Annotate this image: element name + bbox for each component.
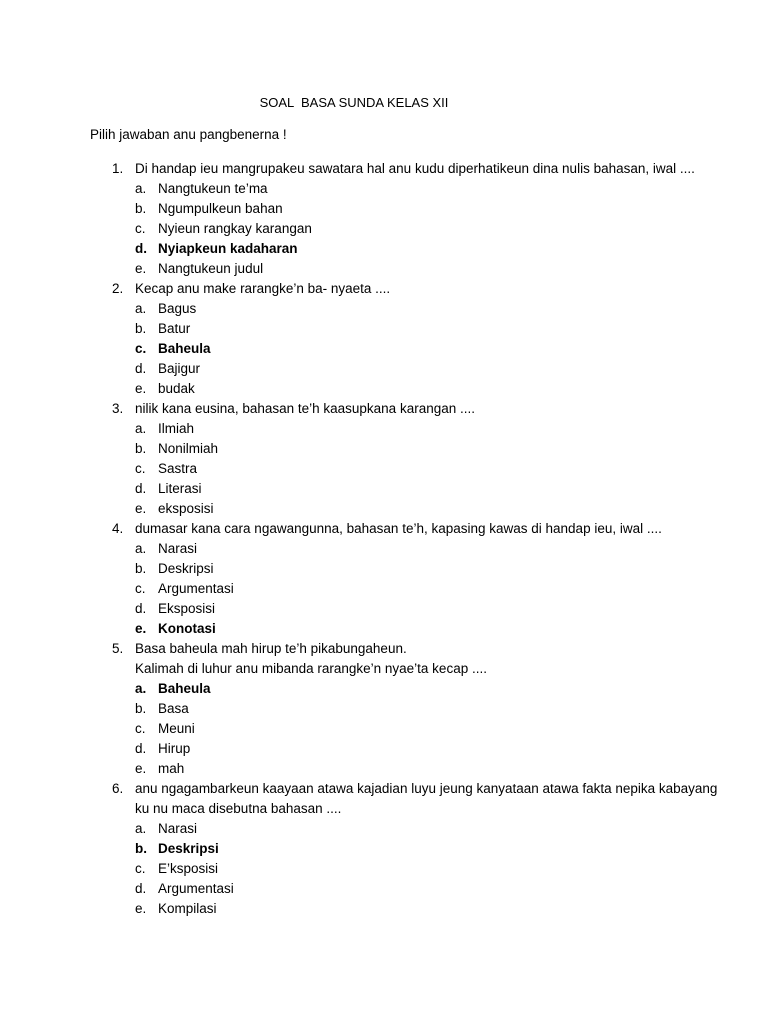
question-number: 5. bbox=[112, 641, 124, 656]
option-text: Ilmiah bbox=[158, 421, 195, 436]
option-text: Nyiapkeun kadaharan bbox=[158, 241, 298, 256]
option-text: Batur bbox=[158, 321, 191, 336]
option-text: Deskripsi bbox=[158, 841, 219, 856]
option-text: Deskripsi bbox=[158, 561, 214, 576]
question-item bbox=[0, 519, 768, 639]
answer-option bbox=[0, 579, 768, 599]
question-item bbox=[0, 779, 768, 919]
option-text: Sastra bbox=[158, 461, 198, 476]
option-text: E’ksposisi bbox=[158, 861, 219, 876]
answer-option-correct bbox=[0, 339, 768, 359]
option-list bbox=[0, 819, 768, 919]
question-line bbox=[0, 279, 768, 299]
answer-option bbox=[0, 479, 768, 499]
option-list bbox=[0, 299, 768, 399]
option-label: b. bbox=[135, 701, 147, 716]
option-text: Bajigur bbox=[158, 361, 201, 376]
option-label: a. bbox=[135, 541, 147, 556]
option-label: c. bbox=[135, 581, 146, 596]
option-label: d. bbox=[135, 601, 147, 616]
option-label: e. bbox=[135, 621, 147, 636]
answer-option bbox=[0, 819, 768, 839]
option-label: a. bbox=[135, 681, 147, 696]
option-label: c. bbox=[135, 221, 146, 236]
option-text: Konotasi bbox=[158, 621, 216, 636]
option-text: Literasi bbox=[158, 481, 202, 496]
option-text: Kompilasi bbox=[158, 901, 217, 916]
question-line bbox=[0, 659, 768, 679]
answer-option bbox=[0, 539, 768, 559]
option-label: c. bbox=[135, 861, 146, 876]
question-number: 1. bbox=[112, 161, 124, 176]
answer-option-correct bbox=[0, 239, 768, 259]
question-item bbox=[0, 639, 768, 779]
option-label: e. bbox=[135, 381, 147, 396]
answer-option bbox=[0, 739, 768, 759]
answer-option bbox=[0, 559, 768, 579]
option-list bbox=[0, 679, 768, 779]
option-label: b. bbox=[135, 321, 147, 336]
question-line bbox=[0, 519, 768, 539]
answer-option bbox=[0, 259, 768, 279]
answer-option bbox=[0, 499, 768, 519]
question-number: 2. bbox=[112, 281, 124, 296]
answer-option bbox=[0, 459, 768, 479]
answer-option-correct bbox=[0, 619, 768, 639]
option-label: b. bbox=[135, 561, 147, 576]
option-label: e. bbox=[135, 501, 147, 516]
option-label: d. bbox=[135, 741, 147, 756]
answer-option bbox=[0, 439, 768, 459]
question-text: dumasar kana cara ngawangunna, bahasan te’h, kapasing kawas di handap ieu, iwal .... bbox=[135, 521, 662, 536]
question-line bbox=[0, 399, 768, 419]
question-item bbox=[0, 159, 768, 279]
question-text: anu ngagambarkeun kaayaan atawa kajadian luyu jeung kanyataan atawa fakta nepika kabayang bbox=[135, 781, 718, 796]
option-text: Bagus bbox=[158, 301, 197, 316]
answer-option bbox=[0, 179, 768, 199]
question-item bbox=[0, 279, 768, 399]
option-list bbox=[0, 419, 768, 519]
option-text: Argumentasi bbox=[158, 881, 234, 896]
option-text: Ngumpulkeun bahan bbox=[158, 201, 283, 216]
option-label: a. bbox=[135, 821, 147, 836]
option-text: budak bbox=[158, 381, 195, 396]
question-text: nilik kana eusina, bahasan te’h kaasupkana karangan .... bbox=[135, 401, 475, 416]
answer-option bbox=[0, 759, 768, 779]
option-text: Narasi bbox=[158, 541, 198, 556]
option-label: a. bbox=[135, 181, 147, 196]
answer-option bbox=[0, 379, 768, 399]
option-list bbox=[0, 539, 768, 639]
option-text: Eksposisi bbox=[158, 601, 216, 616]
question-text: Kecap anu make rarangke’n ba- nyaeta .... bbox=[135, 281, 391, 296]
answer-option-correct bbox=[0, 839, 768, 859]
option-label: d. bbox=[135, 361, 147, 376]
option-label: a. bbox=[135, 301, 147, 316]
answer-option bbox=[0, 859, 768, 879]
option-label: d. bbox=[135, 881, 147, 896]
option-label: b. bbox=[135, 841, 147, 856]
option-label: e. bbox=[135, 261, 147, 276]
option-label: d. bbox=[135, 481, 147, 496]
option-label: b. bbox=[135, 441, 147, 456]
question-number: 6. bbox=[112, 781, 124, 796]
question-line bbox=[0, 779, 768, 799]
option-text: Baheula bbox=[158, 681, 211, 696]
option-text: mah bbox=[158, 761, 185, 776]
answer-option bbox=[0, 319, 768, 339]
option-text: Nonilmiah bbox=[158, 441, 219, 456]
option-text: Argumentasi bbox=[158, 581, 234, 596]
option-label: c. bbox=[135, 341, 147, 356]
answer-option bbox=[0, 199, 768, 219]
question-number: 3. bbox=[112, 401, 124, 416]
option-label: d. bbox=[135, 241, 147, 256]
answer-option bbox=[0, 879, 768, 899]
answer-option bbox=[0, 699, 768, 719]
option-text: Hirup bbox=[158, 741, 191, 756]
instruction-text: Pilih jawaban anu pangbenerna ! bbox=[90, 127, 287, 142]
question-text: Basa baheula mah hirup te’h pikabungaheun. bbox=[135, 641, 407, 656]
answer-option bbox=[0, 599, 768, 619]
option-text: eksposisi bbox=[158, 501, 214, 516]
option-label: e. bbox=[135, 901, 147, 916]
option-text: Nyieun rangkay karangan bbox=[158, 221, 312, 236]
question-number: 4. bbox=[112, 521, 124, 536]
option-text: Baheula bbox=[158, 341, 211, 356]
option-text: Narasi bbox=[158, 821, 198, 836]
question-item bbox=[0, 399, 768, 519]
answer-option bbox=[0, 899, 768, 919]
option-label: c. bbox=[135, 461, 146, 476]
option-label: e. bbox=[135, 761, 147, 776]
page-title: SOAL BASA SUNDA KELAS XII bbox=[259, 95, 449, 110]
option-label: c. bbox=[135, 721, 146, 736]
answer-option bbox=[0, 219, 768, 239]
answer-option-correct bbox=[0, 679, 768, 699]
question-text: Di handap ieu mangrupakeu sawatara hal anu kudu diperhatikeun dina nulis bahasan, iwal .... bbox=[135, 161, 695, 176]
option-text: Basa bbox=[158, 701, 189, 716]
option-label: b. bbox=[135, 201, 147, 216]
option-text: Nangtukeun te’ma bbox=[158, 181, 268, 196]
option-text: Meuni bbox=[158, 721, 195, 736]
question-list bbox=[0, 159, 768, 919]
option-label: a. bbox=[135, 421, 147, 436]
option-list bbox=[0, 179, 768, 279]
answer-option bbox=[0, 359, 768, 379]
question-text: Kalimah di luhur anu mibanda rarangke’n nyae’ta kecap .... bbox=[135, 661, 487, 676]
answer-option bbox=[0, 419, 768, 439]
option-text: Nangtukeun judul bbox=[158, 261, 264, 276]
question-line bbox=[0, 159, 768, 179]
answer-option bbox=[0, 719, 768, 739]
question-line bbox=[0, 799, 768, 819]
answer-option bbox=[0, 299, 768, 319]
question-line bbox=[0, 639, 768, 659]
question-text: ku nu maca disebutna bahasan .... bbox=[135, 801, 342, 816]
